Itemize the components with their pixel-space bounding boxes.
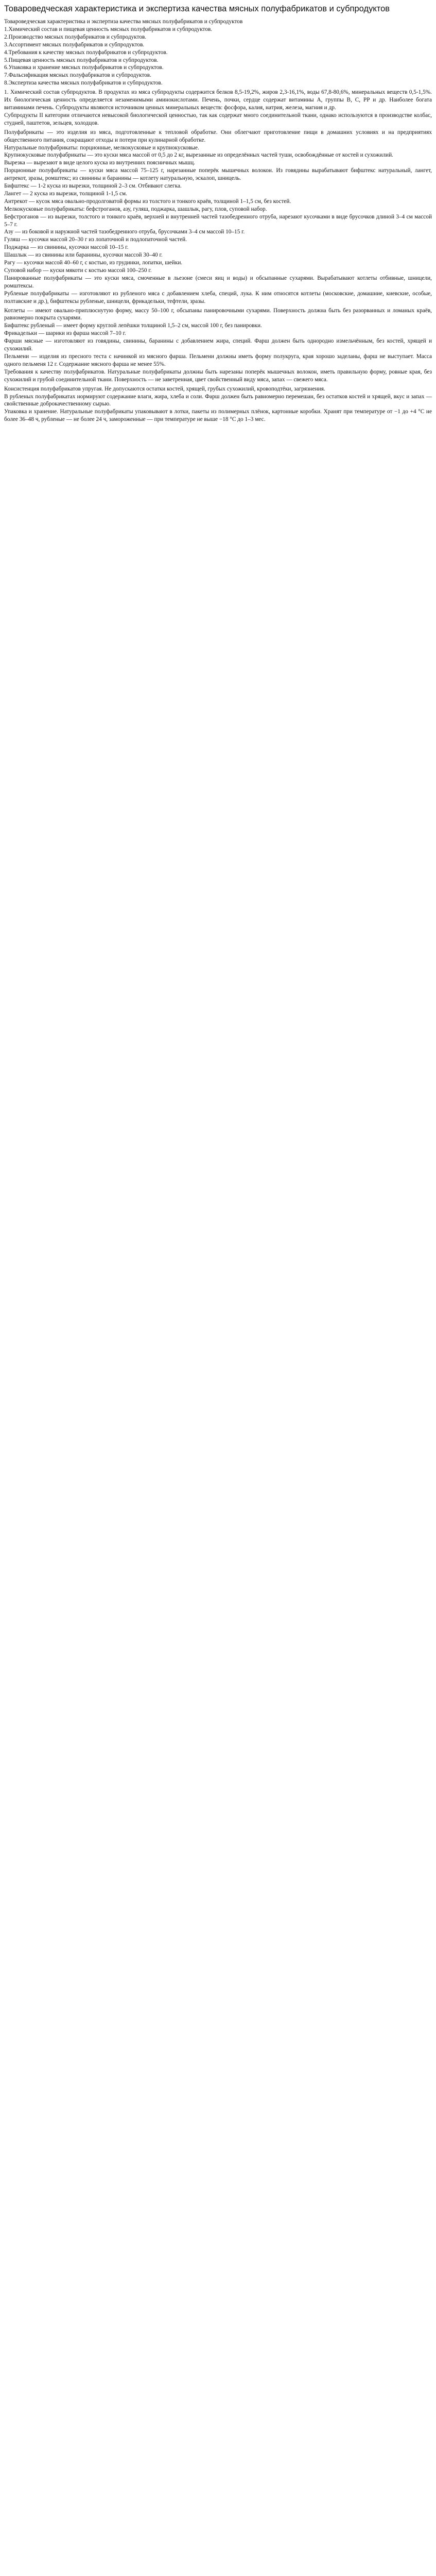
- paragraph: Рагу — кусочки массой 40–60 г, с костью, из грудинки, лопатки, шейки.: [4, 260, 183, 266]
- paragraph: Фарши мясные — изготовляют из говядины, свинины, баранины с добавлением жира, специй. Фарш должен быть однородно измельчённым, без костей, хрящей и сухожилий.: [4, 338, 432, 352]
- paragraph: Шашлык — из свинины или баранины, кусочки массой 30–40 г.: [4, 252, 163, 259]
- paragraph: Рубленые полуфабрикаты — изготовляют из рубленого мяса с добавлением хлеба, специй, лука. К ним относятся котлеты (московские, домашние, киевские, особые, полтавские и др.), бифштексы рубленые, шницели, фрикадельки, тефтели, зразы.: [4, 290, 432, 304]
- paragraph: Антрекот — кусок мяса овально-продолговатой формы из толстого и тонкого краёв, толщиной 1–1,5 см, без костей.: [4, 198, 291, 205]
- paragraph: 1.Химический состав и пищевая ценность мясных полуфабрикатов и субпродуктов.: [4, 26, 213, 32]
- paragraph: 8.Экспертиза качества мясных полуфабрикатов и субпродуктов.: [4, 80, 163, 87]
- paragraph: Бифштекс рубленый — имеет форму круглой лепёшки толщиной 1,5–2 см, массой 100 г, без панировки.: [4, 323, 262, 329]
- document-body: [4, 18, 432, 423]
- paragraph: Крупнокусковые полуфабрикаты — это куски мяса массой от 0,5 до 2 кг, вырезанные из определённых частей туши, освобождённые от костей и сухожилий.: [4, 152, 393, 159]
- paragraph: Лангет — 2 куска из вырезки, толщиной 1-1,5 см.: [4, 190, 127, 197]
- paragraph: Пельмени — изделия из пресного теста с начинкой из мясного фарша. Пельмени должны иметь форму полукруга, края хорошо заделаны, фарш не выступает. Масса одного пельменя 12 г. Содержание мясного фарша не менее 55%.: [4, 353, 432, 367]
- paragraph: Бефстроганов — из вырезки, толстого и тонкого краёв, верхней и внутренней частей тазобедренного отруба, нарезают кусочками в виде брусочков длиной 3–4 см массой 5–7 г.: [4, 213, 432, 228]
- paragraph: Субпродукты II категории отличаются невысокой биологической ценностью, так как содержат много соединительной ткани, однако используются в производстве колбас, студней, паштетов, зельцев, холодцов.: [4, 112, 432, 126]
- paragraph: Азу — из боковой и наружной частей тазобедренного отруба, брусочками 3–4 см массой 10–15 г.: [4, 229, 245, 235]
- paragraph: 1. Химический состав субпродуктов. В продуктах из мяса субпродукты содержится белков 8,5-19,2%, жиров 2,3-16,1%, воды 67,8-80,6%, минеральных веществ 0,5-1,5%. Их биологическая ценность определяется незаменимыми аминокислотами. Печень, почки, сердце содержат витамины А, группы В, С, РР и др. Наиболее богата витаминами печень. Субпродукты являются источником ценных минеральных веществ: фосфора, калия, натрия, железа, магния и др.: [4, 89, 432, 111]
- paragraph: Натуральные полуфабрикаты: порционные, мелкокусковые и крупнокусковые.: [4, 144, 199, 151]
- paragraph: В рубленых полуфабрикатах нормируют содержание влаги, жира, хлеба и соли. Фарш должен быть равномерно перемешан, без остатков костей и хрящей, вкус и запах — свойственные доброкачественному сырью.: [4, 393, 432, 408]
- paragraph: Бифштекс — 1-2 куска из вырезки, толщиной 2–3 см. Отбивают слегка.: [4, 183, 182, 190]
- paragraph: Панированные полуфабрикаты — это куски мяса, смоченные в льезоне (смеси яиц и воды) и обсыпанные сухарями. Вырабатывают котлеты отбивные, шницели, ромштексы.: [4, 275, 432, 289]
- paragraph: Требования к качеству полуфабрикатов. Натуральные полуфабрикаты должны быть нарезаны поперёк мышечных волокон, иметь правильную форму, ровные края, без сухожилий и грубой соединительной ткани. Поверхность — не заветренная, цвет свойственный виду мяса, запах — свежего мяса.: [4, 368, 432, 383]
- paragraph: Упаковка и хранение. Натуральные полуфабрикаты упаковывают в лотки, пакеты из полимерных плёнок, картонные коробки. Хранят при температуре от −1 до +4 °С не более 36–48 ч, рубленые — не более 24 ч, замороженные — при температуре не выше −18 °С до 1–3 мес.: [4, 409, 432, 423]
- paragraph: Товароведческая характеристика и экспертиза качества мясных полуфабрикатов и субпродуктов: [4, 19, 243, 25]
- paragraph: 4.Требования к качеству мясных полуфабрикатов и субпродуктов.: [4, 49, 168, 56]
- paragraph: Порционные полуфабрикаты — куски мяса массой 75–125 г, нарезанные поперёк мышечных волокон. Из говядины вырабатывают бифштекс натуральный, лангет, антрекот, зразы, ромштекс; из свинины и баранины — котлету натуральную, эскалоп, шницель.: [4, 167, 432, 182]
- paragraph: Вырезка — вырезают в виде целого куска из внутренних поясничных мышц.: [4, 160, 195, 166]
- paragraph: Мелкокусковые полуфабрикаты: бефстроганов, азу, гуляш, поджарка, шашлык, рагу, плов, суповой набор.: [4, 206, 267, 212]
- document: [0, 0, 436, 423]
- paragraph: Гуляш — кусочки массой 20–30 г из лопаточной и подлопаточной частей.: [4, 236, 187, 243]
- paragraph: 6.Упаковка и хранение мясных полуфабрикатов и субпродуктов.: [4, 64, 164, 71]
- paragraph: Консистенция полуфабрикатов упругая. Не допускаются остатки костей, хрящей, грубых сухожилий, кровоподтёки, загрязнения.: [4, 385, 325, 392]
- paragraph: Котлеты — имеют овально-приплюснутую форму, массу 50–100 г, обсыпаны панировочными сухарями. Поверхность должна быть без разорванных и ломаных краёв, равномерно покрыта сухарями.: [4, 307, 432, 321]
- paragraph: Суповой набор — куски мякоти с костью массой 100–250 г.: [4, 267, 152, 274]
- paragraph: 2.Производство мясных полуфабрикатов и субпродуктов.: [4, 33, 147, 40]
- paragraph: 5.Пищевая ценность мясных полуфабрикатов и субпродуктов.: [4, 57, 159, 63]
- paragraph: 3.Ассортимент мясных полуфабрикатов и субпродуктов.: [4, 41, 145, 48]
- paragraph: Фрикадельки — шарики из фарша массой 7–10 г.: [4, 330, 126, 337]
- document-title: Товароведческая характеристика и экспертиза качества мясных полуфабрикатов и субпродуктов: [4, 4, 390, 13]
- paragraph: Поджарка — из свинины, кусочки массой 10–15 г.: [4, 244, 129, 251]
- paragraph: Полуфабрикаты — это изделия из мяса, подготовленные к тепловой обработке. Они облегчают приготовление пищи в домашних условиях и на предприятиях общественного питания, сокращают отходы и потери при кулинарной обработке.: [4, 129, 432, 143]
- paragraph: 7.Фальсификация мясных полуфабрикатов и субпродуктов.: [4, 72, 151, 79]
